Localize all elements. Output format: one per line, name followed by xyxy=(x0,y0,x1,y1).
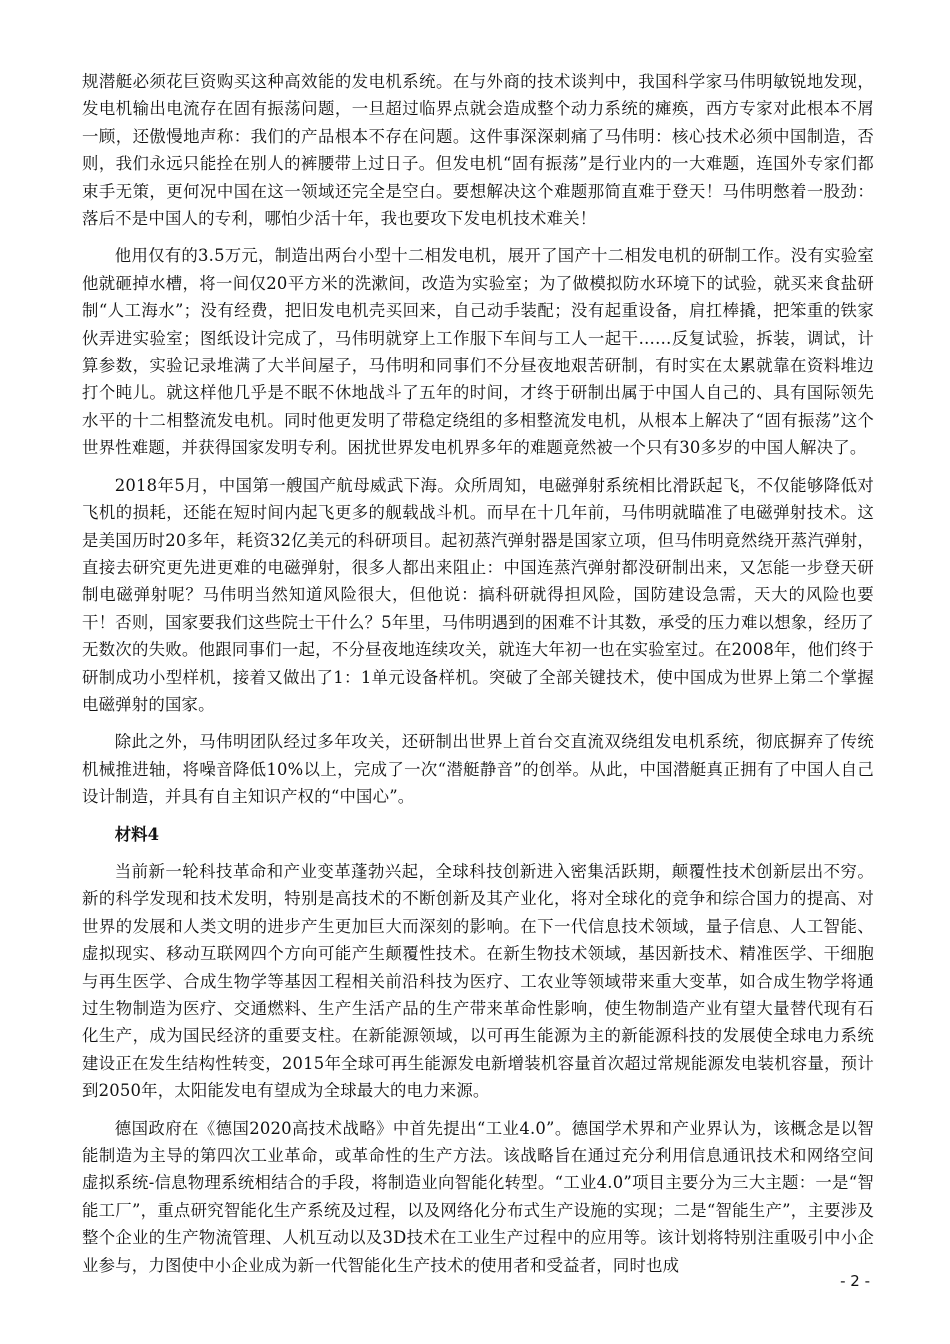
section-heading: 材料4 xyxy=(114,824,159,844)
paragraph-2: 他用仅有的3.5万元，制造出两台小型十二相发电机，展开了国产十二相发电机的研制工作。没有实验室他就砸掉水槽，将一间仅20平方米的洗漱间，改造为实验室；为了做模拟防水环境下的试验，就买来食盐研制“人工海水”；没有经费，把旧发电机壳买回来，自己动手装配；没有起重设备，肩扛棒撬，把笨重的铁家伙弄进实验室；图纸设计完成了，马伟明就穿上工作服下车间与工人一起干……反复试验，拆装，调试，计算参数，实验记录堆满了大半间屋子，马伟明和同事们不分昼夜地艰苦研制，有时实在太累就靠在资料堆边打个盹儿。就这样他几乎是不眠不休地战斗了五年的时间，才终于研制出属于中国人自己的、具有国际领先水平的十二相整流发电机。同时他更发明了带稳定绕组的多相整流发电机，从根本上解决了“固有振荡”这个世界性难题，并获得国家发明专利。困扰世界发电机界多年的难题竟然被一个只有30多岁的中国人解决了。 xyxy=(82,246,874,458)
paragraph-1: 规潜艇必须花巨资购买这种高效能的发电机系统。在与外商的技术谈判中，我国科学家马伟明敏锐地发现，发电机输出电流存在固有振荡问题，一旦超过临界点就会造成整个动力系统的瘫痪，西方专家对此根本不屑一顾，还傲慢地声称：我们的产品根本不存在问题。这件事深深刺痛了马伟明：核心技术必须中国制造，否则，我们永远只能拴在别人的裤腰带上过日子。但发电机“固有振荡”是行业内的一大难题，连国外专家们都束手无策，更何况中国在这一领域还完全是空白。要想解决这个难题那简直难于登天！马伟明憋着一股劲：落后不是中国人的专利，哪怕少活十年，我也要攻下发电机技术难关！ xyxy=(82,72,874,229)
document-page xyxy=(82,68,874,1289)
paragraph-3: 2018年5月，中国第一艘国产航母威武下海。众所周知，电磁弹射系统相比滑跃起飞，不仅能够降低对飞机的损耗，还能在短时间内起飞更多的舰载战斗机。而早在十几年前，马伟明就瞄准了电磁弹射技术。这是美国历时20多年，耗资32亿美元的科研项目。起初蒸汽弹射器是国家立项，但马伟明竟然绕开蒸汽弹射，直接去研究更先进更难的电磁弹射，很多人都出来阻止：中国连蒸汽弹射都没研制出来，又怎能一步登天研制电磁弹射呢？马伟明当然知道风险很大，但他说：搞科研就得担风险，国防建设急需，天大的风险也要干！否则，国家要我们这些院士干什么？5年里，马伟明遇到的困难不计其数，承受的压力难以想象，经历了无数次的失败。他跟同事们一起，不分昼夜地连续攻关，就连大年初一也在实验室过。在2008年，他们终于研制成功小型样机，接着又做出了1：1单元设备样机。突破了全部关键技术，使中国成为世界上第二个掌握电磁弹射的国家。 xyxy=(82,475,874,714)
paragraph-6: 德国政府在《德国2020高技术战略》中首先提出“工业4.0”。德国学术界和产业界认为，该概念是以智能制造为主导的第四次工业革命，或革命性的生产方法。该战略旨在通过充分利用信息通讯技术和网络空间虚拟系统-信息物理系统相结合的手段，将制造业向智能化转型。“工业4.0”项目主要分为三大主题：一是“智能工厂”，重点研究智能化生产系统及过程，以及网络化分布式生产设施的实现；二是“智能生产”，主要涉及整个企业的生产物流管理、人机互动以及3D技术在工业生产过程中的应用等。该计划将特别注重吸引中小企业参与，力图使中小企业成为新一代智能化生产技术的使用者和受益者，同时也成 xyxy=(82,1118,874,1275)
paragraph-5: 当前新一轮科技革命和产业变革蓬勃兴起，全球科技创新进入密集活跃期，颠覆性技术创新层出不穷。新的科学发现和技术发明，特别是高技术的不断创新及其产业化，将对全球化的竞争和综合国力的提高、对世界的发展和人类文明的进步产生更加巨大而深刻的影响。在下一代信息技术领域，量子信息、人工智能、虚拟现实、移动互联网四个方向可能产生颠覆性技术。在新生物技术领域，基因新技术、精准医学、干细胞与再生医学、合成生物学等基因工程相关前沿科技为医疗、工农业等领域带来重大变革，如合成生物学将通过生物制造为医疗、交通燃料、生产生活产品的生产带来革命性影响，使生物制造产业有望大量替代现有石化生产，成为国民经济的重要支柱。在新能源领域，以可再生能源为主的新能源科技的发展使全球电力系统建设正在发生结构性转变，2015年全球可再生能源发电新增装机容量首次超过常规能源发电装机容量，预计到2050年，太阳能发电有望成为全球最大的电力来源。 xyxy=(82,861,874,1101)
page-number: - 2 - xyxy=(840,1272,870,1290)
paragraph-4: 除此之外，马伟明团队经过多年攻关，还研制出世界上首台交直流双绕组发电机系统，彻底摒弃了传统机械推进轴，将噪音降低10%以上，完成了一次“潜艇静音”的创举。从此，中国潜艇真正拥有了中国人自己设计制造，并具有自主知识产权的“中国心”。 xyxy=(82,732,874,807)
